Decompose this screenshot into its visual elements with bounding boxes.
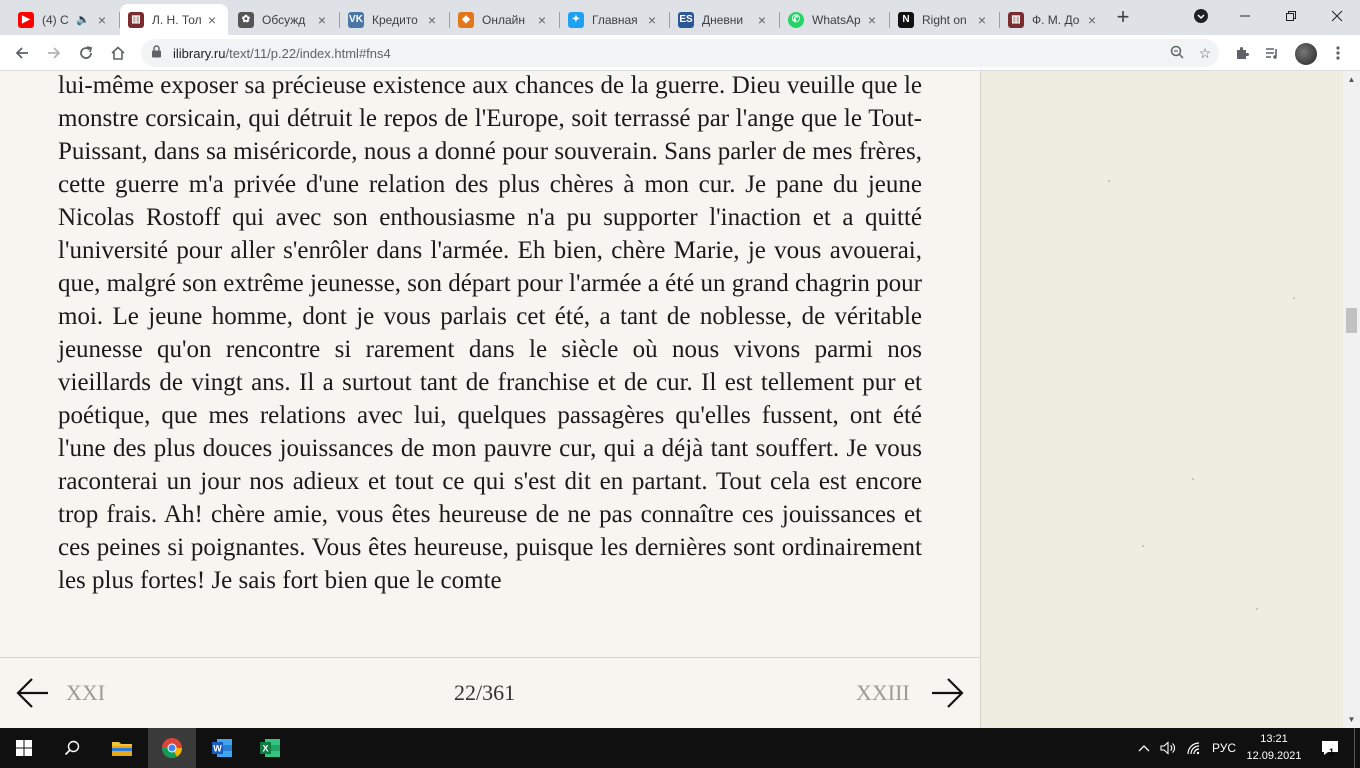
chevron-down-icon: [1193, 8, 1209, 24]
close-icon[interactable]: ×: [1087, 11, 1097, 28]
vk-icon: VK: [348, 12, 364, 28]
close-icon[interactable]: ×: [867, 11, 877, 28]
puzzle-icon: [1234, 45, 1250, 61]
volume-button[interactable]: [1158, 728, 1178, 768]
tab-online[interactable]: [450, 4, 558, 35]
restore-button[interactable]: [1268, 0, 1314, 32]
kebab-menu-icon: [1336, 45, 1340, 61]
tab-whatsapp[interactable]: [780, 4, 888, 35]
library-icon: ▥: [1008, 12, 1024, 28]
fox-icon: ◆: [458, 12, 474, 28]
close-icon[interactable]: ×: [537, 11, 547, 28]
speaker-icon[interactable]: 🔈: [76, 14, 90, 26]
bookmark-star-icon[interactable]: ☆: [1198, 44, 1212, 61]
profile-avatar[interactable]: [1295, 43, 1317, 65]
prev-arrow-icon[interactable]: [16, 676, 50, 710]
show-desktop-button[interactable]: [1354, 728, 1360, 768]
twitter-icon: ✦: [568, 12, 584, 28]
forward-button[interactable]: [40, 39, 68, 67]
tab-vk[interactable]: [340, 4, 448, 35]
web-page: [0, 71, 1343, 728]
next-chapter-link[interactable]: XXIII: [856, 680, 910, 705]
gear-icon: ✿: [238, 12, 254, 28]
tab-notion[interactable]: [890, 4, 998, 35]
wifi-icon: [1186, 741, 1202, 755]
address-bar[interactable]: [141, 39, 1219, 67]
playlist-icon: [1264, 45, 1280, 61]
taskbar-search-button[interactable]: [48, 728, 96, 768]
start-button[interactable]: [0, 728, 48, 768]
word-taskbar-button[interactable]: [198, 728, 246, 768]
minimize-button[interactable]: [1222, 0, 1268, 32]
next-arrow-icon[interactable]: [930, 676, 964, 710]
prev-chapter-link[interactable]: XXI: [66, 680, 106, 705]
chevron-up-icon: [1138, 744, 1150, 752]
windows-logo-icon: [16, 740, 32, 756]
language-indicator[interactable]: РУС: [1211, 741, 1237, 755]
tab-twitter[interactable]: [560, 4, 668, 35]
restore-icon: [1285, 10, 1297, 22]
clock-time: 13:21: [1260, 733, 1288, 745]
paper-speck: [1108, 180, 1110, 182]
menu-button[interactable]: [1324, 39, 1352, 67]
page-navigation-bar: [0, 657, 980, 728]
clock[interactable]: [1240, 731, 1308, 765]
library-icon: ▥: [128, 12, 144, 28]
scroll-down-arrow-icon[interactable]: ▼: [1347, 715, 1356, 724]
reload-icon: [78, 45, 94, 61]
tab-youtube[interactable]: [10, 4, 118, 35]
network-button[interactable]: [1184, 728, 1204, 768]
excel-taskbar-button[interactable]: [246, 728, 294, 768]
new-tab-button[interactable]: +: [1116, 4, 1130, 29]
tab-title: Главная: [592, 12, 638, 27]
tab-discussion[interactable]: [230, 4, 338, 35]
close-icon[interactable]: ×: [647, 11, 657, 28]
tab-strip: [0, 0, 1360, 35]
decorative-side-panel: [981, 71, 1343, 728]
page-counter: 22/361: [454, 680, 516, 705]
tab-title: Кредито: [372, 12, 418, 27]
svg-text:W: W: [213, 743, 222, 754]
tab-search-button[interactable]: [1178, 0, 1224, 32]
zoom-icon[interactable]: [1163, 45, 1191, 62]
close-icon[interactable]: ×: [207, 11, 217, 28]
tab-dostoevsky[interactable]: [1000, 4, 1108, 35]
media-control-button[interactable]: [1258, 39, 1286, 67]
tab-title: Л. Н. Тол: [152, 12, 202, 27]
minimize-icon: [1239, 10, 1251, 22]
lock-icon[interactable]: [151, 45, 165, 61]
url-host: ilibrary.ru: [173, 45, 226, 61]
paper-speck: [1293, 297, 1295, 299]
close-window-button[interactable]: [1314, 0, 1360, 32]
chrome-icon: [161, 737, 183, 759]
file-explorer-button[interactable]: [98, 728, 146, 768]
tab-diary[interactable]: [670, 4, 778, 35]
notifications-button[interactable]: [1318, 728, 1342, 768]
close-icon[interactable]: ×: [757, 11, 767, 28]
show-hidden-icons-button[interactable]: [1136, 728, 1152, 768]
tab-title: Дневни: [702, 12, 744, 27]
folder-icon: [111, 739, 133, 757]
windows-taskbar: [0, 728, 1360, 768]
scrollbar-thumb[interactable]: [1346, 308, 1357, 333]
book-text-pane: [0, 71, 980, 657]
forward-arrow-icon: [46, 45, 62, 61]
paper-speck: [1142, 545, 1144, 547]
book-paragraph: lui-même exposer sa précieuse existence aux chances de la guerre. Dieu veuille que le monstre corsicain, qui détruit le repos de l'Europe, soit terrassé par l'ange que le Tout-Puissant, dans sa miséricorde, nous a donné pour souverain. Sans parler de mes frères, cette guerre m'a privée d'une relation des plus chères à mon cur. Je pane du jeune Nicolas Rostoff qui avec son enthousiasme n'a pu supporter l'inaction et a quitté l'université pour aller s'enrôler dans l'armée. Eh bien, chère Marie, je vous avouerai, que, malgré son extrême jeunesse, son départ pour l'armée a été un grand chagrin pour moi. Le jeune homme, dont je vous parlais cet été, a tant de noblesse, de véritable jeunesse qu'on rencontre si rarement dans le siècle où nous vivons parmi nos vieillards de vingt ans. Il a surtout tant de franchise et de cur. Il est tellement pur et poétique, que mes relations avec lui, quelques passagères qu'elles fussent, ont été l'une des plus douces jouissances de mon pauvre cur, qui a déjà tant souffert. Je vous raconterai un jour nos adieux et tout ce qui s'est dit en partant. Tout cela est encore trop frais. Ah! chère amie, vous êtes heureuse de ne pas connaître ces jouissances et ces peines si poignantes. Vous êtes heureuse, puisque les dernières sont ordinairement les plus fortes! Je sais fort bien que le comte: [58, 72, 922, 594]
browser-toolbar: [0, 35, 1360, 71]
back-button[interactable]: [8, 39, 36, 67]
speaker-icon: [1160, 741, 1176, 755]
home-icon: [110, 45, 126, 61]
chrome-taskbar-button[interactable]: [148, 728, 196, 768]
paper-speck: [1256, 608, 1258, 610]
whatsapp-icon: ✆: [788, 12, 804, 28]
paper-speck: [1192, 478, 1194, 480]
n-icon: N: [898, 12, 914, 28]
extensions-button[interactable]: [1228, 39, 1256, 67]
tab-title: Ф. М. До: [1032, 12, 1080, 27]
scroll-up-arrow-icon[interactable]: ▲: [1347, 75, 1356, 84]
close-icon[interactable]: ×: [427, 11, 437, 28]
tab-title: (4) С: [42, 12, 69, 27]
close-icon[interactable]: ×: [97, 11, 107, 28]
tab-title: WhatsAp: [812, 12, 861, 27]
back-arrow-icon: [14, 45, 30, 61]
reload-button[interactable]: [72, 39, 100, 67]
svg-text:X: X: [262, 743, 269, 754]
close-icon: [1331, 10, 1343, 22]
home-button[interactable]: [104, 39, 132, 67]
search-icon: [64, 740, 80, 756]
tab-ilibrary-tolstoy[interactable]: [120, 4, 228, 35]
tab-title: Right on: [922, 12, 967, 27]
close-icon[interactable]: ×: [977, 11, 987, 28]
url-text[interactable]: [173, 46, 1163, 61]
es-icon: ES: [678, 12, 694, 28]
excel-icon: [259, 737, 281, 759]
url-path: /text/11/p.22/index.html#fns4: [225, 45, 391, 61]
word-icon: [211, 737, 233, 759]
clock-date: 12.09.2021: [1246, 750, 1302, 762]
vertical-scrollbar[interactable]: [1343, 71, 1360, 728]
close-icon[interactable]: ×: [317, 11, 327, 28]
youtube-icon: ▶: [18, 12, 34, 28]
tab-title: Обсужд: [262, 12, 306, 27]
notification-count: 1: [1329, 747, 1335, 757]
tab-title: Онлайн: [482, 12, 525, 27]
